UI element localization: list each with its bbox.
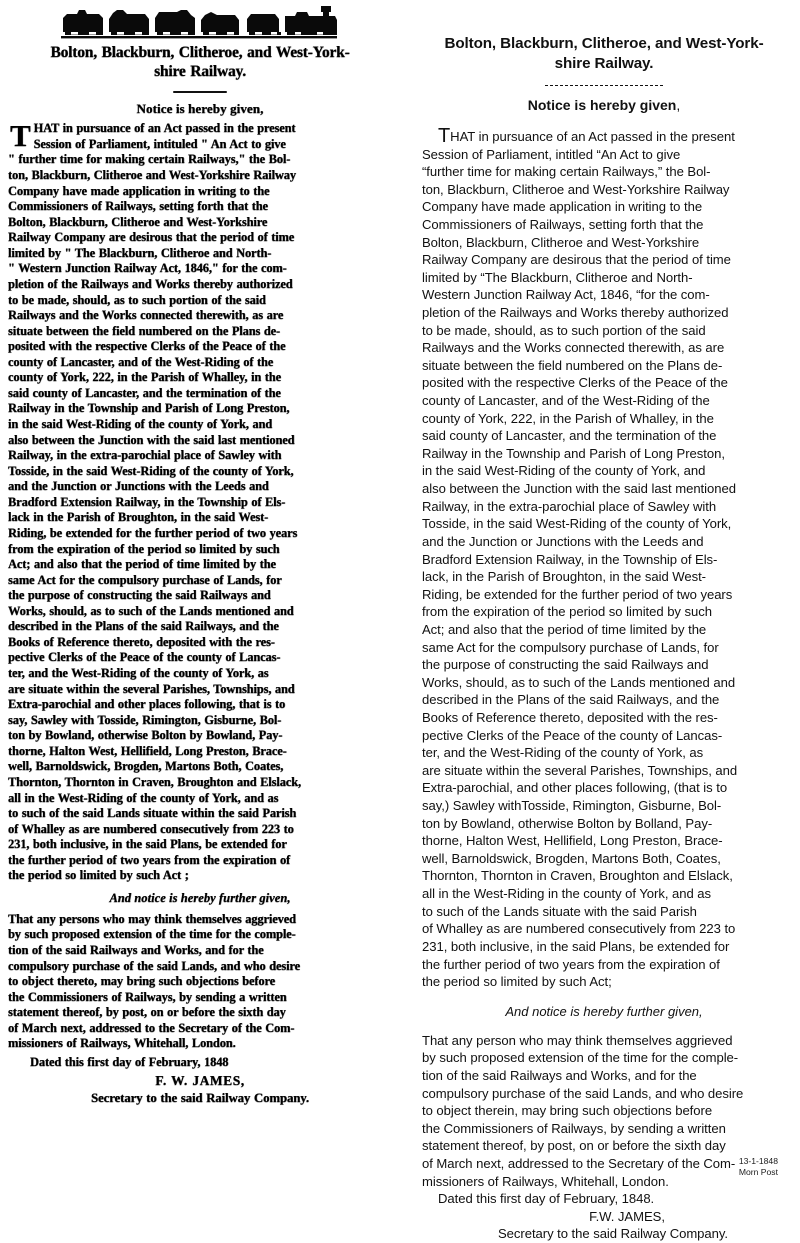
original-notice-heading: Notice is hereby given, (136, 101, 264, 117)
text-line: Western Junction Railway Act, 1846, “for the com- (422, 287, 710, 303)
text-line: Works, should, as to such of the Lands mentioned and (422, 674, 736, 690)
text-line: all in the West-Riding of the county of York, and as (8, 790, 279, 805)
text-line: Extra-parochial, and other places following, (that is to (422, 780, 728, 796)
text-line: limited by “The Blackburn, Clitheroe and North- (422, 269, 693, 285)
original-signature-role: Secretary to the said Railway Company. (91, 1091, 309, 1106)
text-line: Railway, in the extra-parochial place of Sawley with (422, 498, 717, 514)
text-line: Session of Parliament, intitled “An Act to give (422, 146, 681, 162)
text-line: missioners of Railways, Whitehall, London. (422, 1173, 669, 1189)
text-line: pective Clerks of the Peace of the county of Lancas- (8, 650, 281, 665)
text-line: situate between the field numbered on the Plans de- (422, 357, 723, 373)
text-line: pective Clerks of the Peace of the county of Lancas- (422, 727, 723, 743)
text-line: Railway in the Township and Parish of Long Preston, (422, 445, 725, 461)
text-line: from the expiration of the period so limited by such (8, 541, 280, 556)
text-line: " Western Junction Railway Act, 1846," for the com- (8, 261, 287, 276)
text-line: said county of Lancaster, and the termination of the (8, 385, 281, 400)
text-line: Railway Company are desirous that the period of time (8, 230, 295, 245)
text-line: Bradford Extension Railway, in the Township of Els- (422, 551, 718, 567)
text-line: posited with the respective Clerks of the Peace of the (8, 339, 286, 354)
text-line: county of York, 222, in the Parish of Whalley, in the (422, 410, 714, 426)
text-line: the period so limited by such Act; (422, 974, 612, 990)
text-line: of March next, addressed to the Secretary of the Com- (422, 1156, 736, 1172)
text-line: ter, and the West-Riding of the county of York, as (422, 745, 704, 761)
text-line: and the Junction or Junctions with the Leeds and (8, 479, 269, 494)
text-line: well, Barnoldswick, Brogden, Martons Both, Coates, (8, 759, 284, 774)
text-line: the period so limited by such Act ; (8, 868, 189, 883)
text-line: Railway, in the extra-parochial place of Sawley with (8, 448, 282, 463)
original-body-lines-1 (8, 118, 392, 884)
text-line: 231, both inclusive, in the said Plans, be extended for (422, 938, 730, 954)
transcription-column (400, 0, 800, 1242)
source-attribution (739, 1156, 778, 1178)
text-line: pletion of the Railways and Works thereby authorized (8, 276, 293, 291)
text-line: well, Barnoldswick, Brogden, Martons Both, Coates, (422, 850, 721, 866)
transcript-body-lines-1 (422, 146, 786, 991)
transcript-dropcap: T (438, 124, 451, 147)
text-line: the further period of two years from the expiration of (422, 956, 720, 972)
text-line: lack in the Parish of Broughton, in the said West- (8, 510, 269, 525)
transcript-signature-role: Secretary to the said Railway Company. (497, 1226, 728, 1242)
transcript-first-line: THAT in pursuance of an Act passed in the present (438, 124, 735, 147)
steam-train-engraving-icon (59, 6, 341, 42)
text-line: tion of the said Railways and Works, and for the (8, 943, 264, 957)
original-dated-line: Dated this first day of February, 1848 (30, 1054, 229, 1069)
text-line: to such of the Lands situate with the said Parish (422, 903, 697, 919)
original-signature: F. W. JAMES, (155, 1072, 245, 1088)
text-line: to such of the said Lands situate within the said Parish (8, 806, 297, 821)
transcript-notice-heading: Notice is hereby given, (527, 96, 681, 113)
original-dropcap: T (10, 118, 31, 154)
original-body-text (8, 118, 392, 884)
text-line: also between the Junction with the said last mentioned (8, 432, 295, 447)
text-line: say,) Sawley withTosside, Rimington, Gisburne, Bol- (422, 798, 722, 814)
transcript-further-notice-heading: And notice is hereby further given, (505, 1003, 703, 1019)
text-line: from the expiration of the period so limited by such (422, 604, 712, 620)
text-line: said county of Lancaster, and the termination of the (422, 428, 717, 444)
text-line: situate between the field numbered on the Plans de- (8, 323, 281, 338)
text-line: described in the Plans of the said Railways, and the (422, 692, 720, 708)
text-line: Tosside, in the said West-Riding of the county of York, (422, 516, 732, 532)
text-line: " further time for making certain Railways," the Bol- (8, 152, 291, 167)
text-line: by such proposed extension of the time for the comple- (8, 927, 296, 942)
text-line: the Commissioners of Railways, by sending a written (8, 989, 287, 1004)
text-line: Session of Parliament, intituled " An Act to give (33, 136, 286, 151)
text-line: county of Lancaster, and of the West-Riding of the (8, 354, 274, 369)
text-line: lack, in the Parish of Broughton, in the said West- (422, 569, 706, 585)
transcript-body-lines-2 (422, 1032, 786, 1190)
text-line: Railway Company are desirous that the period of time (422, 252, 731, 268)
text-line: to be made, should, as to such portion of the said (8, 292, 266, 307)
original-body-lines-2 (8, 912, 392, 1052)
text-line: Works, should, as to such of the Lands mentioned and (8, 603, 294, 618)
text-line: limited by " The Blackburn, Clitheroe and North- (8, 245, 272, 260)
text-line: Thornton, Thornton in Craven, Broughton and Elslack, (8, 774, 301, 789)
text-line: Riding, be extended for the further period of two years (8, 525, 298, 540)
text-line: Bolton, Blackburn, Clitheroe and West-Yorkshire (8, 214, 268, 229)
transcript-title: Bolton, Blackburn, Clitheroe, and West-York- shire Railway. (444, 35, 764, 72)
text-line: Company have made application in writing to the (8, 183, 270, 198)
text-line: statement thereof, by post, on or before the sixth day (422, 1138, 726, 1154)
text-line: also between the Junction with the said last mentioned (422, 481, 736, 497)
text-line: Act; and also that the period of time limited by the (422, 621, 707, 637)
text-line: That any person who may think themselves aggrieved (422, 1032, 733, 1048)
text-line: Thornton, Thornton in Craven, Broughton and Elslack, (422, 868, 733, 884)
transcript-divider-rule (545, 85, 663, 86)
text-line: Extra-parochial and other places following, that is to (8, 697, 286, 712)
text-line: Railways and the Works connected therewith, as are (422, 340, 725, 356)
text-line: Riding, be extended for the further period of two years (422, 586, 733, 602)
text-line: of Whalley as are numbered consecutively from 223 to (8, 821, 294, 836)
text-line: statement thereof, by post, on or before the sixth day (8, 1005, 286, 1020)
transcript-signature: F.W. JAMES, (589, 1208, 665, 1224)
text-line: 231, both inclusive, in the said Plans, be extended for (8, 837, 287, 852)
original-title: Bolton, Blackburn, Clitheroe, and West-York- shire Railway. (50, 44, 350, 80)
text-line: HAT in pursuance of an Act passed in the present (33, 121, 296, 136)
text-line: are situate within the several Parishes, Townships, and (8, 681, 295, 696)
text-line: are situate within the several Parishes, Townships, and (422, 762, 738, 778)
text-line: Books of Reference thereto, deposited with the res- (422, 710, 718, 725)
text-line: and the Junction or Junctions with the Leeds and (422, 533, 704, 549)
text-line: the purpose of constructing the said Railways and (8, 588, 271, 603)
text-line: Books of Reference thereto, deposited with the res- (8, 634, 275, 649)
text-line: Bradford Extension Railway, in the Township of Els- (8, 494, 286, 509)
text-line: missioners of Railways, Whitehall, London. (8, 1036, 236, 1051)
text-line: county of York, 222, in the Parish of Whalley, in the (8, 370, 281, 385)
text-line: Bolton, Blackburn, Clitheroe and West-Yorkshire (422, 234, 700, 250)
original-divider-rule (173, 91, 227, 94)
text-line: “further time for making certain Railways,” the Bol- (422, 164, 711, 180)
text-line: to be made, should, as to such portion of the said (422, 322, 706, 338)
text-line: Railways and the Works connected therewith, as are (8, 308, 284, 323)
text-line: pletion of the Railways and Works thereby authorized (422, 304, 729, 320)
text-line: described in the Plans of the said Railways, and the (8, 619, 279, 634)
original-body-text-2 (8, 912, 392, 1106)
text-line: say, Sawley with Tosside, Rimington, Gisburne, Bol- (8, 712, 282, 727)
text-line: the purpose of constructing the said Railways and (422, 657, 709, 673)
text-line: in the said West-Riding of the county of York, and (422, 463, 706, 479)
text-line: compulsory purchase of the said Lands, and who desire (422, 1085, 744, 1101)
text-line: same Act for the compulsory purchase of Lands, for (8, 572, 282, 587)
original-further-notice-heading: And notice is hereby further given, (109, 890, 291, 905)
text-line: Company have made application in writing to the (422, 199, 703, 215)
text-line: all in the West-Riding in the county of York, and as (422, 886, 712, 902)
text-line: ton, Blackburn, Clitheroe and West-Yorkshire Railway (8, 168, 296, 182)
text-line: Railway in the Township and Parish of Long Preston, (8, 401, 290, 416)
text-line: tion of the said Railways and Works, and for the (422, 1067, 697, 1083)
text-line: Commissioners of Railways, setting forth that the (422, 216, 704, 232)
text-line: to object therein, may bring such objections before (422, 1103, 713, 1119)
text-line: compulsory purchase of the said Lands, and who desire (8, 958, 300, 973)
original-scan-column (0, 0, 400, 1188)
transcript-body-text (422, 126, 786, 991)
transcript-body-text-2 (422, 1032, 786, 1243)
text-line: ton by Bowland, otherwise Bolton by Bolland, Pay- (422, 815, 713, 831)
text-line: That any persons who may think themselves aggrieved (8, 911, 296, 926)
text-line: thorne, Halton West, Hellifield, Long Preston, Brace- (422, 833, 723, 849)
source-date: 13-1-1848 (738, 1155, 778, 1166)
text-line: the further period of two years from the expiration of (8, 852, 291, 867)
text-line: in the said West-Riding of the county of York, and (8, 417, 273, 431)
text-line: thorne, Halton West, Hellifield, Long Preston, Brace- (8, 743, 287, 758)
text-line: of Whalley as are numbered consecutively from 223 to (422, 921, 736, 937)
source-publication: Morn Post (738, 1166, 778, 1177)
text-line: by such proposed extension of the time for the comple- (422, 1050, 739, 1066)
text-line: Act; and also that the period of time limited by the (8, 557, 276, 572)
transcript-dated-line: Dated this first day of February, 1848. (438, 1191, 655, 1207)
text-line: of March next, addressed to the Secretary of the Com- (8, 1020, 295, 1035)
text-line: posited with the respective Clerks of the Peace of the (422, 375, 728, 391)
text-line: county of Lancaster, and of the West-Riding of the (422, 393, 710, 409)
text-line: same Act for the compulsory purchase of Lands, for (422, 639, 719, 655)
text-line: the Commissioners of Railways, by sending a written (422, 1120, 726, 1136)
text-line: ton, Blackburn, Clitheroe and West-Yorkshire Railway (422, 181, 730, 197)
text-line: Tosside, in the said West-Riding of the county of York, (8, 463, 294, 478)
text-line: ton by Bowland, otherwise Bolton by Bowland, Pay- (8, 728, 283, 743)
text-line: Commissioners of Railways, setting forth that the (8, 199, 268, 214)
text-line: ter, and the West-Riding of the county of York, as (8, 666, 269, 680)
text-line: to object thereto, may bring such objections before (8, 974, 276, 989)
